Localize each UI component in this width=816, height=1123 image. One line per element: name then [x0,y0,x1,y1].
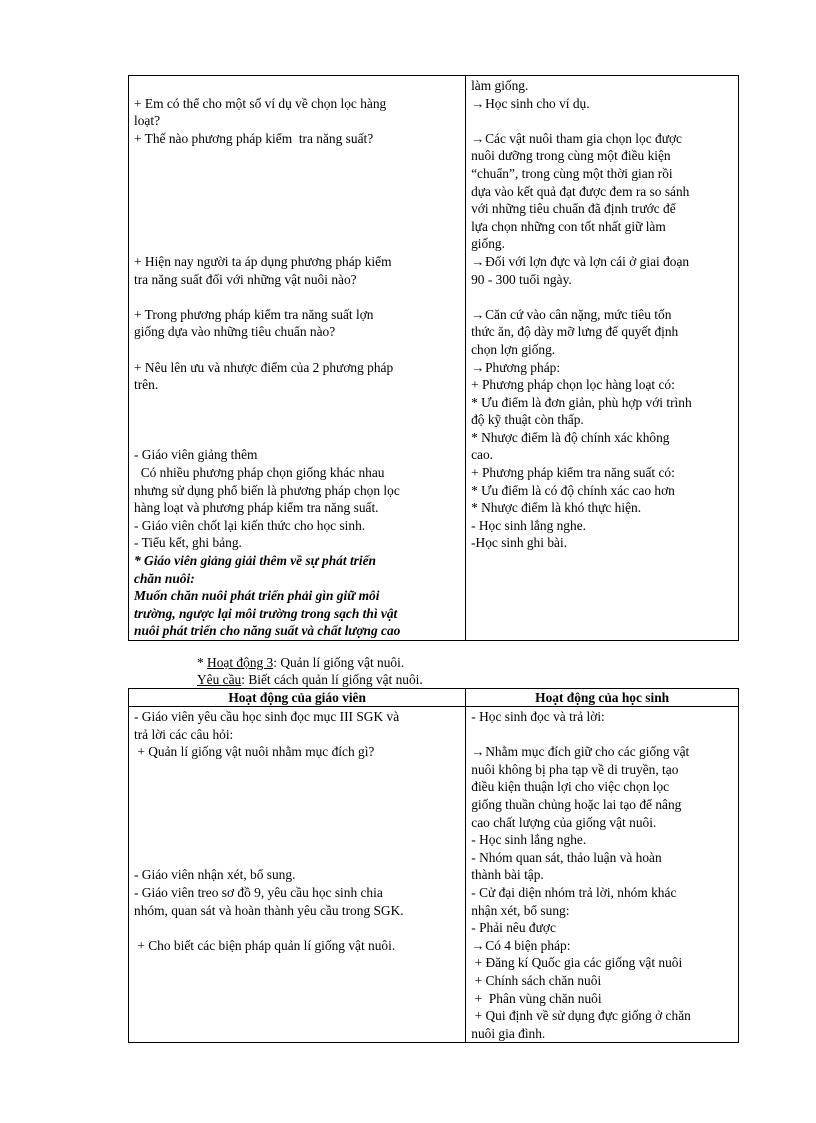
text-line [471,253,733,271]
arrow-right-icon: → [471,95,485,111]
text-block [134,708,460,954]
arrow-right-icon: → [471,359,485,375]
activity-table-continued [128,75,739,641]
blank-line [134,77,460,95]
line-text: Có nhiều phương pháp chọn giống khác nhau [134,465,385,481]
line-text: nuôi không bị pha tạp về di truyền, tạo [471,761,679,777]
line-text: “chuẩn”, trong cùng một thời gian rồi [471,165,673,181]
text-line [134,446,460,464]
text-block [471,77,733,552]
requirement-text: : Biết cách quản lí giống vật nuôi. [241,672,423,687]
blank-line [134,814,460,832]
text-line [471,761,733,779]
text-line [134,587,460,605]
text-line [471,429,733,447]
line-text: nuôi gia đình. [471,1025,546,1041]
line-text: * Ưu điểm là đơn giản, phù hợp với trình [471,394,692,410]
text-line [471,271,733,289]
text-line [471,919,733,937]
line-text: chọn lợn giống. [471,341,556,357]
line-text: trên. [134,377,159,393]
line-text: * Nhược điểm là khó thực hiện. [471,500,642,516]
arrow-right-icon: → [471,744,485,760]
blank-line [134,411,460,429]
line-text: lựa chọn những con tốt nhất giữ làm [471,218,666,234]
blank-line [134,341,460,359]
line-text: Học sinh cho ví dụ. [485,95,590,111]
text-line [471,394,733,412]
text-line [471,884,733,902]
text-line [471,499,733,517]
text-line [471,831,733,849]
line-text: chăn nuôi: [134,570,195,586]
line-text: + Nêu lên ưu và nhược điểm của 2 phương pháp [134,359,394,375]
text-line [134,708,460,726]
line-text: - Học sinh đọc và trả lời: [471,709,605,724]
text-line [471,708,733,726]
text-line [134,866,460,884]
activity-title-line: * Hoạt động 3: Quản lí giống vật nuôi. [197,655,405,670]
line-text: - Tiểu kết, ghi bảng. [134,535,242,551]
text-line [471,990,733,1008]
text-line [471,534,733,552]
text-line [471,95,733,113]
blank-line [134,165,460,183]
text-line [471,411,733,429]
line-text: độ kỹ thuật còn thấp. [471,412,584,428]
text-line [471,937,733,955]
text-line [471,902,733,920]
activity-3-heading [197,654,423,688]
blank-line [134,849,460,867]
line-text: điều kiện thuận lợi cho việc chọn lọc [471,779,670,795]
line-text: * Ưu điểm là có độ chính xác cao hơn [471,482,675,498]
text-line [471,954,733,972]
text-line [471,778,733,796]
line-text: - Cử đại diện nhóm trả lời, nhóm khác [471,884,677,900]
text-line [471,341,733,359]
line-text: nhưng sử dụng phổ biến là phương pháp chọn lọc [134,482,400,498]
teacher-activity-cell [129,76,466,641]
line-text: tra năng suất đối với những vật nuôi nào? [134,271,357,287]
text-line [471,517,733,535]
text-line [134,306,460,324]
blank-line [134,919,460,937]
student-activity-cell [466,76,739,641]
blank-line [471,288,733,306]
header-teacher: Hoạt động của giáo viên [129,689,466,707]
text-line [471,464,733,482]
table-header-row [129,689,739,707]
text-line [471,165,733,183]
line-text: + Phân vùng chăn nuôi [471,990,602,1006]
line-text: dựa vào kết quả đạt được đem ra so sánh [471,183,690,199]
text-line [471,814,733,832]
text-line [471,359,733,377]
text-line [471,482,733,500]
header-student: Hoạt động của học sinh [466,689,739,707]
blank-line [134,429,460,447]
line-text: - Giáo viên chốt lại kiến thức cho học sinh. [134,517,366,533]
line-text: trả lời các câu hỏi: [134,726,234,742]
text-line [134,534,460,552]
line-text: Muốn chăn nuôi phát triển phải gìn giữ môi [134,588,380,604]
blank-line [134,200,460,218]
arrow-right-icon: → [471,130,485,146]
line-text: hàng loạt và phương pháp kiểm tra năng suất. [134,500,379,516]
line-text: thành bài tập. [471,867,544,883]
text-line [134,482,460,500]
line-text: - Giáo viên nhận xét, bổ sung. [134,867,296,883]
student-activity-cell [466,707,739,1043]
text-line [471,1025,733,1043]
text-line [134,359,460,377]
line-text: làm giống. [471,78,529,93]
blank-line [134,183,460,201]
blank-line [134,235,460,253]
activity-label: Hoạt động 3 [207,655,274,670]
line-text: + Cho biết các biện pháp quản lí giống vật nuôi. [134,937,396,953]
text-line [471,77,733,95]
text-line [134,726,460,744]
text-line [471,218,733,236]
line-text: -Học sinh ghi bài. [471,535,568,551]
text-line [134,95,460,113]
line-text: Các vật nuôi tham gia chọn lọc được [485,130,682,146]
text-line [134,271,460,289]
text-line [134,605,460,623]
table-row [129,76,739,641]
line-text: nuôi dưỡng trong cùng một điều kiện [471,148,671,164]
text-line [134,552,460,570]
text-block [134,77,460,640]
text-line [471,147,733,165]
line-text: nhận xét, bổ sung: [471,902,570,918]
line-text: Nhằm mục đích giữ cho các giống vật [485,744,690,760]
blank-line [134,147,460,165]
line-text: + Chính sách chăn nuôi [471,972,602,988]
line-text: - Giáo viên yêu cầu học sinh đọc mục III SGK và [134,709,400,724]
line-text: - Học sinh lắng nghe. [471,832,587,848]
teacher-activity-cell [129,707,466,1043]
blank-line [471,112,733,130]
text-line [471,446,733,464]
line-text: Có 4 biện pháp: [485,937,571,953]
line-text: + Phương pháp chọn lọc hàng loạt có: [471,377,675,393]
text-line [471,743,733,761]
line-text: - Giáo viên giảng thêm [134,447,258,463]
blank-line [134,778,460,796]
line-text: với những tiêu chuẩn đã định trước để [471,201,676,217]
blank-line [134,394,460,412]
text-line [134,112,460,130]
line-text: + Quản lí giống vật nuôi nhằm mục đích gì? [134,744,375,760]
text-line [471,972,733,990]
line-text: giống thuần chủng hoặc lai tạo để nâng [471,796,682,812]
text-line [471,1007,733,1025]
line-text: 90 - 300 tuổi ngày. [471,271,572,287]
requirement-line [197,671,423,688]
line-text: * Nhược điểm là độ chính xác không [471,429,670,445]
text-line [134,902,460,920]
arrow-right-icon: → [471,253,485,269]
text-line [471,796,733,814]
text-line [134,376,460,394]
line-text: - Học sinh lắng nghe. [471,517,586,533]
table-row [129,707,739,1043]
text-line [471,866,733,884]
line-text: + Em có thể cho một số ví dụ về chọn lọc hàng [134,95,387,111]
blank-line [134,288,460,306]
line-text: * Giáo viên giảng giải thêm về sự phát triển [134,553,376,569]
line-text: giống dựa vào những tiêu chuẩn nào? [134,324,336,340]
text-line [134,743,460,761]
activity-text: : Quản lí giống vật nuôi. [273,655,405,670]
text-line [134,937,460,955]
line-text: + Trong phương pháp kiểm tra năng suất lợn [134,306,374,322]
text-line [134,253,460,271]
line-text: + Qui định về sử dụng đực giống ở chăn [471,1008,691,1024]
line-text: cao chất lượng của giống vật nuôi. [471,814,657,830]
line-text: Phương pháp: [485,359,561,375]
text-line [471,376,733,394]
text-line [134,323,460,341]
blank-line [134,831,460,849]
line-text: + Phương pháp kiểm tra năng suất có: [471,465,675,481]
text-line [471,183,733,201]
text-line [134,517,460,535]
line-text: nhóm, quan sát và hoàn thành yêu cầu trong SGK. [134,902,404,918]
text-block [471,708,733,1042]
text-line [471,849,733,867]
text-line [134,499,460,517]
text-line [471,235,733,253]
text-line [471,200,733,218]
line-text: - Phải nêu được [471,920,556,936]
text-line [134,570,460,588]
blank-line [471,726,733,744]
line-text: thức ăn, độ dày mỡ lưng để quyết định [471,324,679,340]
arrow-right-icon: → [471,937,485,953]
line-text: - Nhóm quan sát, thảo luận và hoàn [471,849,662,865]
blank-line [134,218,460,236]
text-line [471,323,733,341]
activity-table-3 [128,688,739,1043]
arrow-right-icon: → [471,306,485,322]
text-line [134,884,460,902]
text-line [471,130,733,148]
line-text: Căn cứ vào cân nặng, mức tiêu tốn [485,306,672,322]
line-text: Đối với lợn đực và lợn cái ở giai đoạn [485,253,690,269]
line-text: cao. [471,447,494,463]
line-text: + Hiện nay người ta áp dụng phương pháp kiểm [134,253,392,269]
requirement-label: Yêu cầu [197,672,242,687]
line-text: loạt? [134,113,161,129]
line-text: trường, ngược lại môi trường trong sạch thì vật [134,605,398,621]
line-text: giống. [471,236,505,252]
blank-line [134,796,460,814]
text-line [471,306,733,324]
line-text: + Đăng kí Quốc gia các giống vật nuôi [471,955,683,971]
blank-line [134,761,460,779]
line-text: nuôi phát triển cho năng suất và chất lượng cao [134,623,401,639]
line-text: + Thế nào phương pháp kiểm tra năng suất? [134,130,374,146]
text-line [134,622,460,640]
text-line [134,130,460,148]
line-text: - Giáo viên treo sơ đồ 9, yêu cầu học sinh chia [134,884,383,900]
text-line [134,464,460,482]
